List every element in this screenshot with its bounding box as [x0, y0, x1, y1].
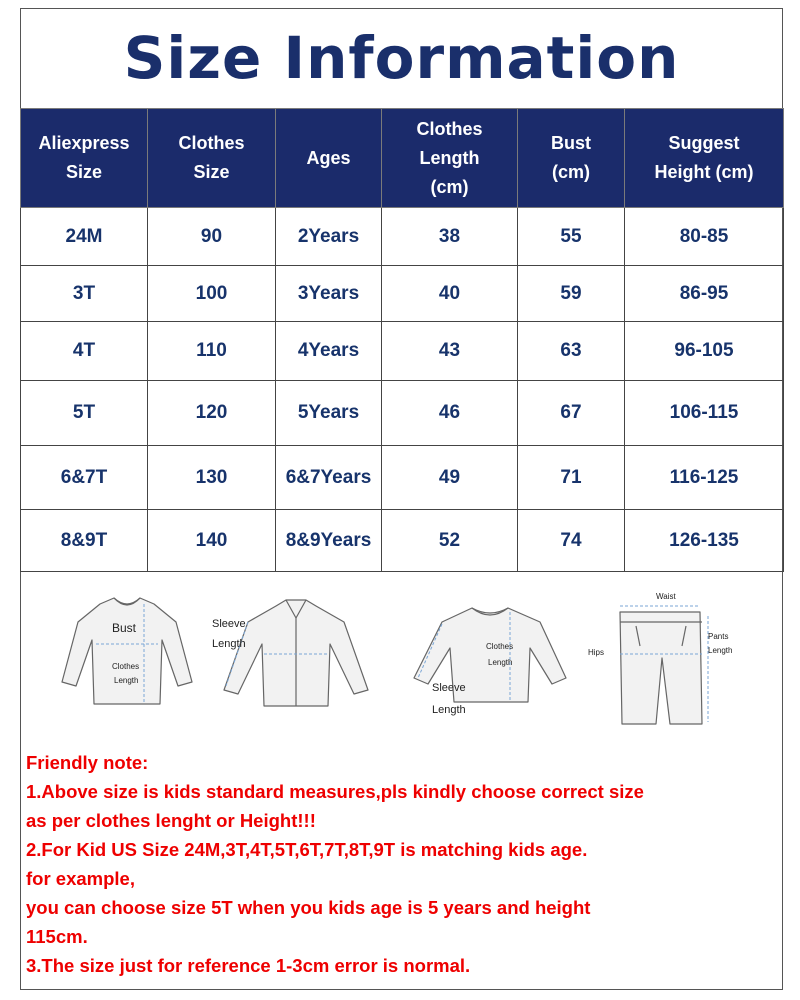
- cell-suggest-height: 96-105: [625, 322, 784, 381]
- note-heading: Friendly note:: [26, 752, 149, 773]
- header-line: Size: [65, 162, 103, 182]
- cell-age: 8&9Years: [276, 510, 382, 572]
- cell-bust: 74: [518, 510, 625, 572]
- header-clothes-length: [382, 109, 518, 208]
- shirt-sleeve-label-line2: Length: [212, 638, 246, 650]
- note-line: 2.For Kid US Size 24M,3T,4T,5T,6T,7T,8T,9T is matching kids age.: [26, 839, 588, 860]
- cell-clothes-length: 46: [382, 381, 518, 446]
- header-line: Size: [193, 162, 230, 182]
- table-row: [21, 322, 784, 381]
- cell-aliexpress-size: 8&9T: [21, 510, 148, 572]
- header-bust: [518, 109, 625, 208]
- header-line: Height (cm): [654, 162, 754, 182]
- note-line: 115cm.: [26, 926, 88, 947]
- cell-aliexpress-size: 24M: [21, 208, 148, 266]
- note-line: you can choose size 5T when you kids age is 5 years and height: [26, 897, 591, 918]
- cell-suggest-height: 106-115: [625, 381, 784, 446]
- cell-age: 6&7Years: [276, 446, 382, 510]
- table-row: [21, 381, 784, 446]
- note-line: 1.Above size is kids standard measures,pls kindly choose correct size: [26, 781, 644, 802]
- cell-bust: 67: [518, 381, 625, 446]
- table-row: [21, 208, 784, 266]
- table-row: [21, 446, 784, 510]
- table-row: [21, 266, 784, 322]
- cell-clothes-length: 38: [382, 208, 518, 266]
- sweater-sleeve-label-line1: Sleeve: [432, 682, 466, 694]
- cell-clothes-size: 130: [148, 446, 276, 510]
- cell-bust: 55: [518, 208, 625, 266]
- sweater-icon: [390, 582, 590, 732]
- cell-suggest-height: 80-85: [625, 208, 784, 266]
- cell-aliexpress-size: 4T: [21, 322, 148, 381]
- tshirt-sketch: [52, 582, 202, 712]
- cell-aliexpress-size: 3T: [21, 266, 148, 322]
- pants-icon: [580, 586, 765, 746]
- clothes-length-label-line2: Length: [114, 676, 139, 685]
- title-box: [20, 8, 783, 108]
- cell-suggest-height: 126-135: [625, 510, 784, 572]
- header-line: Clothes: [178, 133, 245, 153]
- sweater-sleeve-label-line2: Length: [432, 704, 466, 716]
- size-table: [20, 108, 784, 572]
- cell-clothes-length: 43: [382, 322, 518, 381]
- header-line: Clothes: [416, 118, 483, 139]
- page-title: Size Information: [123, 24, 680, 92]
- cell-suggest-height: 86-95: [625, 266, 784, 322]
- cell-suggest-height: 116-125: [625, 446, 784, 510]
- cell-age: 3Years: [276, 266, 382, 322]
- note-line: 3.The size just for reference 1-3cm error is normal.: [26, 955, 471, 976]
- cell-age: 4Years: [276, 322, 382, 381]
- pants-length-label-line1: Pants: [708, 632, 729, 641]
- cell-clothes-length: 40: [382, 266, 518, 322]
- header-line: Aliexpress: [38, 133, 130, 153]
- header-line: Length: [419, 147, 480, 168]
- waist-label: Waist: [656, 592, 676, 601]
- sweater-sketch: [390, 582, 590, 732]
- friendly-notes: [26, 748, 786, 980]
- cell-clothes-size: 120: [148, 381, 276, 446]
- header-ages: [276, 109, 382, 208]
- clothes-length-label-line1: Clothes: [112, 662, 140, 671]
- measurement-sketches: [20, 572, 783, 747]
- cell-clothes-length: 52: [382, 510, 518, 572]
- header-line: Bust: [551, 133, 591, 153]
- hips-label: Hips: [588, 648, 605, 657]
- sweater-length-label-line2: Length: [488, 658, 513, 667]
- header-line: (cm): [551, 162, 590, 182]
- pants-sketch: [580, 586, 765, 746]
- cell-clothes-size: 100: [148, 266, 276, 322]
- cell-clothes-length: 49: [382, 446, 518, 510]
- table-row: [21, 510, 784, 572]
- shirt-sleeve-label-line1: Sleeve: [212, 618, 246, 630]
- cell-age: 2Years: [276, 208, 382, 266]
- cell-aliexpress-size: 5T: [21, 381, 148, 446]
- header-line: (cm): [430, 176, 469, 197]
- pants-length-label-line2: Length: [708, 646, 733, 655]
- header-line: Suggest: [668, 133, 740, 153]
- cell-age: 5Years: [276, 381, 382, 446]
- shirt-sketch: [206, 582, 376, 712]
- note-line: for example,: [26, 868, 135, 889]
- header-aliexpress-size: [21, 109, 148, 208]
- cell-clothes-size: 110: [148, 322, 276, 381]
- cell-bust: 59: [518, 266, 625, 322]
- cell-bust: 71: [518, 446, 625, 510]
- sweater-length-label-line1: Clothes: [486, 642, 514, 651]
- cell-bust: 63: [518, 322, 625, 381]
- bust-label: Bust: [112, 621, 137, 635]
- cell-clothes-size: 140: [148, 510, 276, 572]
- tshirt-icon: [52, 582, 202, 712]
- note-line: as per clothes lenght or Height!!!: [26, 810, 316, 831]
- header-clothes-size: [148, 109, 276, 208]
- cell-aliexpress-size: 6&7T: [21, 446, 148, 510]
- table-header-row: [21, 109, 784, 208]
- header-line: Ages: [306, 147, 351, 168]
- cell-clothes-size: 90: [148, 208, 276, 266]
- header-suggest-height: [625, 109, 784, 208]
